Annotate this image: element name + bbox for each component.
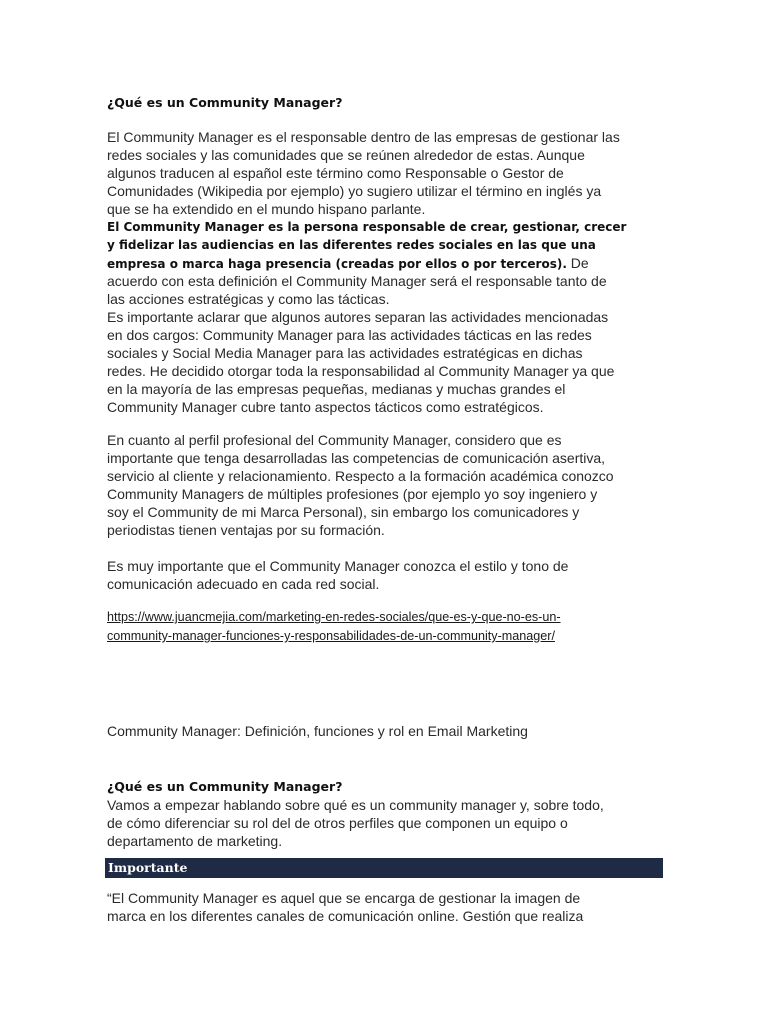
important-banner <box>105 858 663 878</box>
paragraph-line: Community Manager cubre tanto aspectos tácticos como estratégicos. <box>107 399 544 415</box>
paragraph-line: Vamos a empezar hablando sobre qué es un community manager y, sobre todo, <box>107 797 604 813</box>
section-title: ¿Qué es un Community Manager? <box>107 95 343 110</box>
quote-line: “El Community Manager es aquel que se encarga de gestionar la imagen de <box>107 890 581 906</box>
bold-definition-line: y fidelizar las audiencias en las diferentes redes sociales en las que una <box>107 238 596 252</box>
bold-definition-line: empresa o marca haga presencia (creadas por ellos o por terceros). <box>107 257 567 271</box>
paragraph-line: sociales y Social Media Manager para las actividades estratégicas en dichas <box>107 345 583 361</box>
mixed-line <box>107 254 589 273</box>
paragraph-line: en dos cargos: Community Manager para las actividades tácticas en las redes <box>107 327 592 343</box>
quote-line: marca en los diferentes canales de comunicación online. Gestión que realiza <box>107 908 584 924</box>
bold-definition-line: El Community Manager es la persona responsable de crear, gestionar, crecer <box>107 220 627 234</box>
important-label: Importante <box>108 860 188 875</box>
paragraph-line: servicio al cliente y relacionamiento. Respecto a la formación académica conozco <box>107 468 614 484</box>
paragraph-line: Comunidades (Wikipedia por ejemplo) yo sugiero utilizar el término en inglés ya <box>107 183 602 199</box>
paragraph-line: comunicación adecuado en cada red social. <box>107 576 380 592</box>
paragraph-line: Es muy importante que el Community Manager conozca el estilo y tono de <box>107 558 569 574</box>
paragraph-line: soy el Community de mi Marca Personal), sin embargo los comunicadores y <box>107 504 580 520</box>
paragraph-line: algunos traducen al español este término como Responsable o Gestor de <box>107 165 564 181</box>
source-link[interactable]: community-manager-funciones-y-responsabilidades-de-un-community-manager/ <box>107 629 555 643</box>
paragraph-line: importante que tenga desarrolladas las competencias de comunicación asertiva, <box>107 450 606 466</box>
paragraph-line: periodistas tienen ventajas por su formación. <box>107 522 385 538</box>
paragraph-line: de cómo diferenciar su rol del de otros perfiles que componen un equipo o <box>107 815 568 831</box>
paragraph-line: en la mayoría de las empresas pequeñas, medianas y muchas grandes el <box>107 381 566 397</box>
paragraph-line: acuerdo con esta definición el Community Manager será el responsable tanto de <box>107 273 607 289</box>
source-link[interactable]: https://www.juancmejia.com/marketing-en-redes-sociales/que-es-y-que-no-es-un- <box>107 610 561 624</box>
section-title: ¿Qué es un Community Manager? <box>107 779 343 794</box>
paragraph-line: En cuanto al perfil profesional del Community Manager, considero que es <box>107 432 562 448</box>
paragraph-line: redes. He decidido otorgar toda la responsabilidad al Community Manager ya que <box>107 363 615 379</box>
paragraph-line: Es importante aclarar que algunos autores separan las actividades mencionadas <box>107 309 609 325</box>
paragraph-line: redes sociales y las comunidades que se reúnen alrededor de estas. Aunque <box>107 147 585 163</box>
paragraph-text: De <box>566 255 589 271</box>
paragraph-line: las acciones estratégicas y como las tácticas. <box>107 291 390 307</box>
paragraph-line: Community Managers de múltiples profesiones (por ejemplo yo soy ingeniero y <box>107 486 598 502</box>
paragraph-line: El Community Manager es el responsable dentro de las empresas de gestionar las <box>107 129 620 145</box>
section-heading: Community Manager: Definición, funciones y rol en Email Marketing <box>107 723 528 739</box>
paragraph-line: que se ha extendido en el mundo hispano parlante. <box>107 201 426 217</box>
paragraph-line: departamento de marketing. <box>107 833 283 849</box>
